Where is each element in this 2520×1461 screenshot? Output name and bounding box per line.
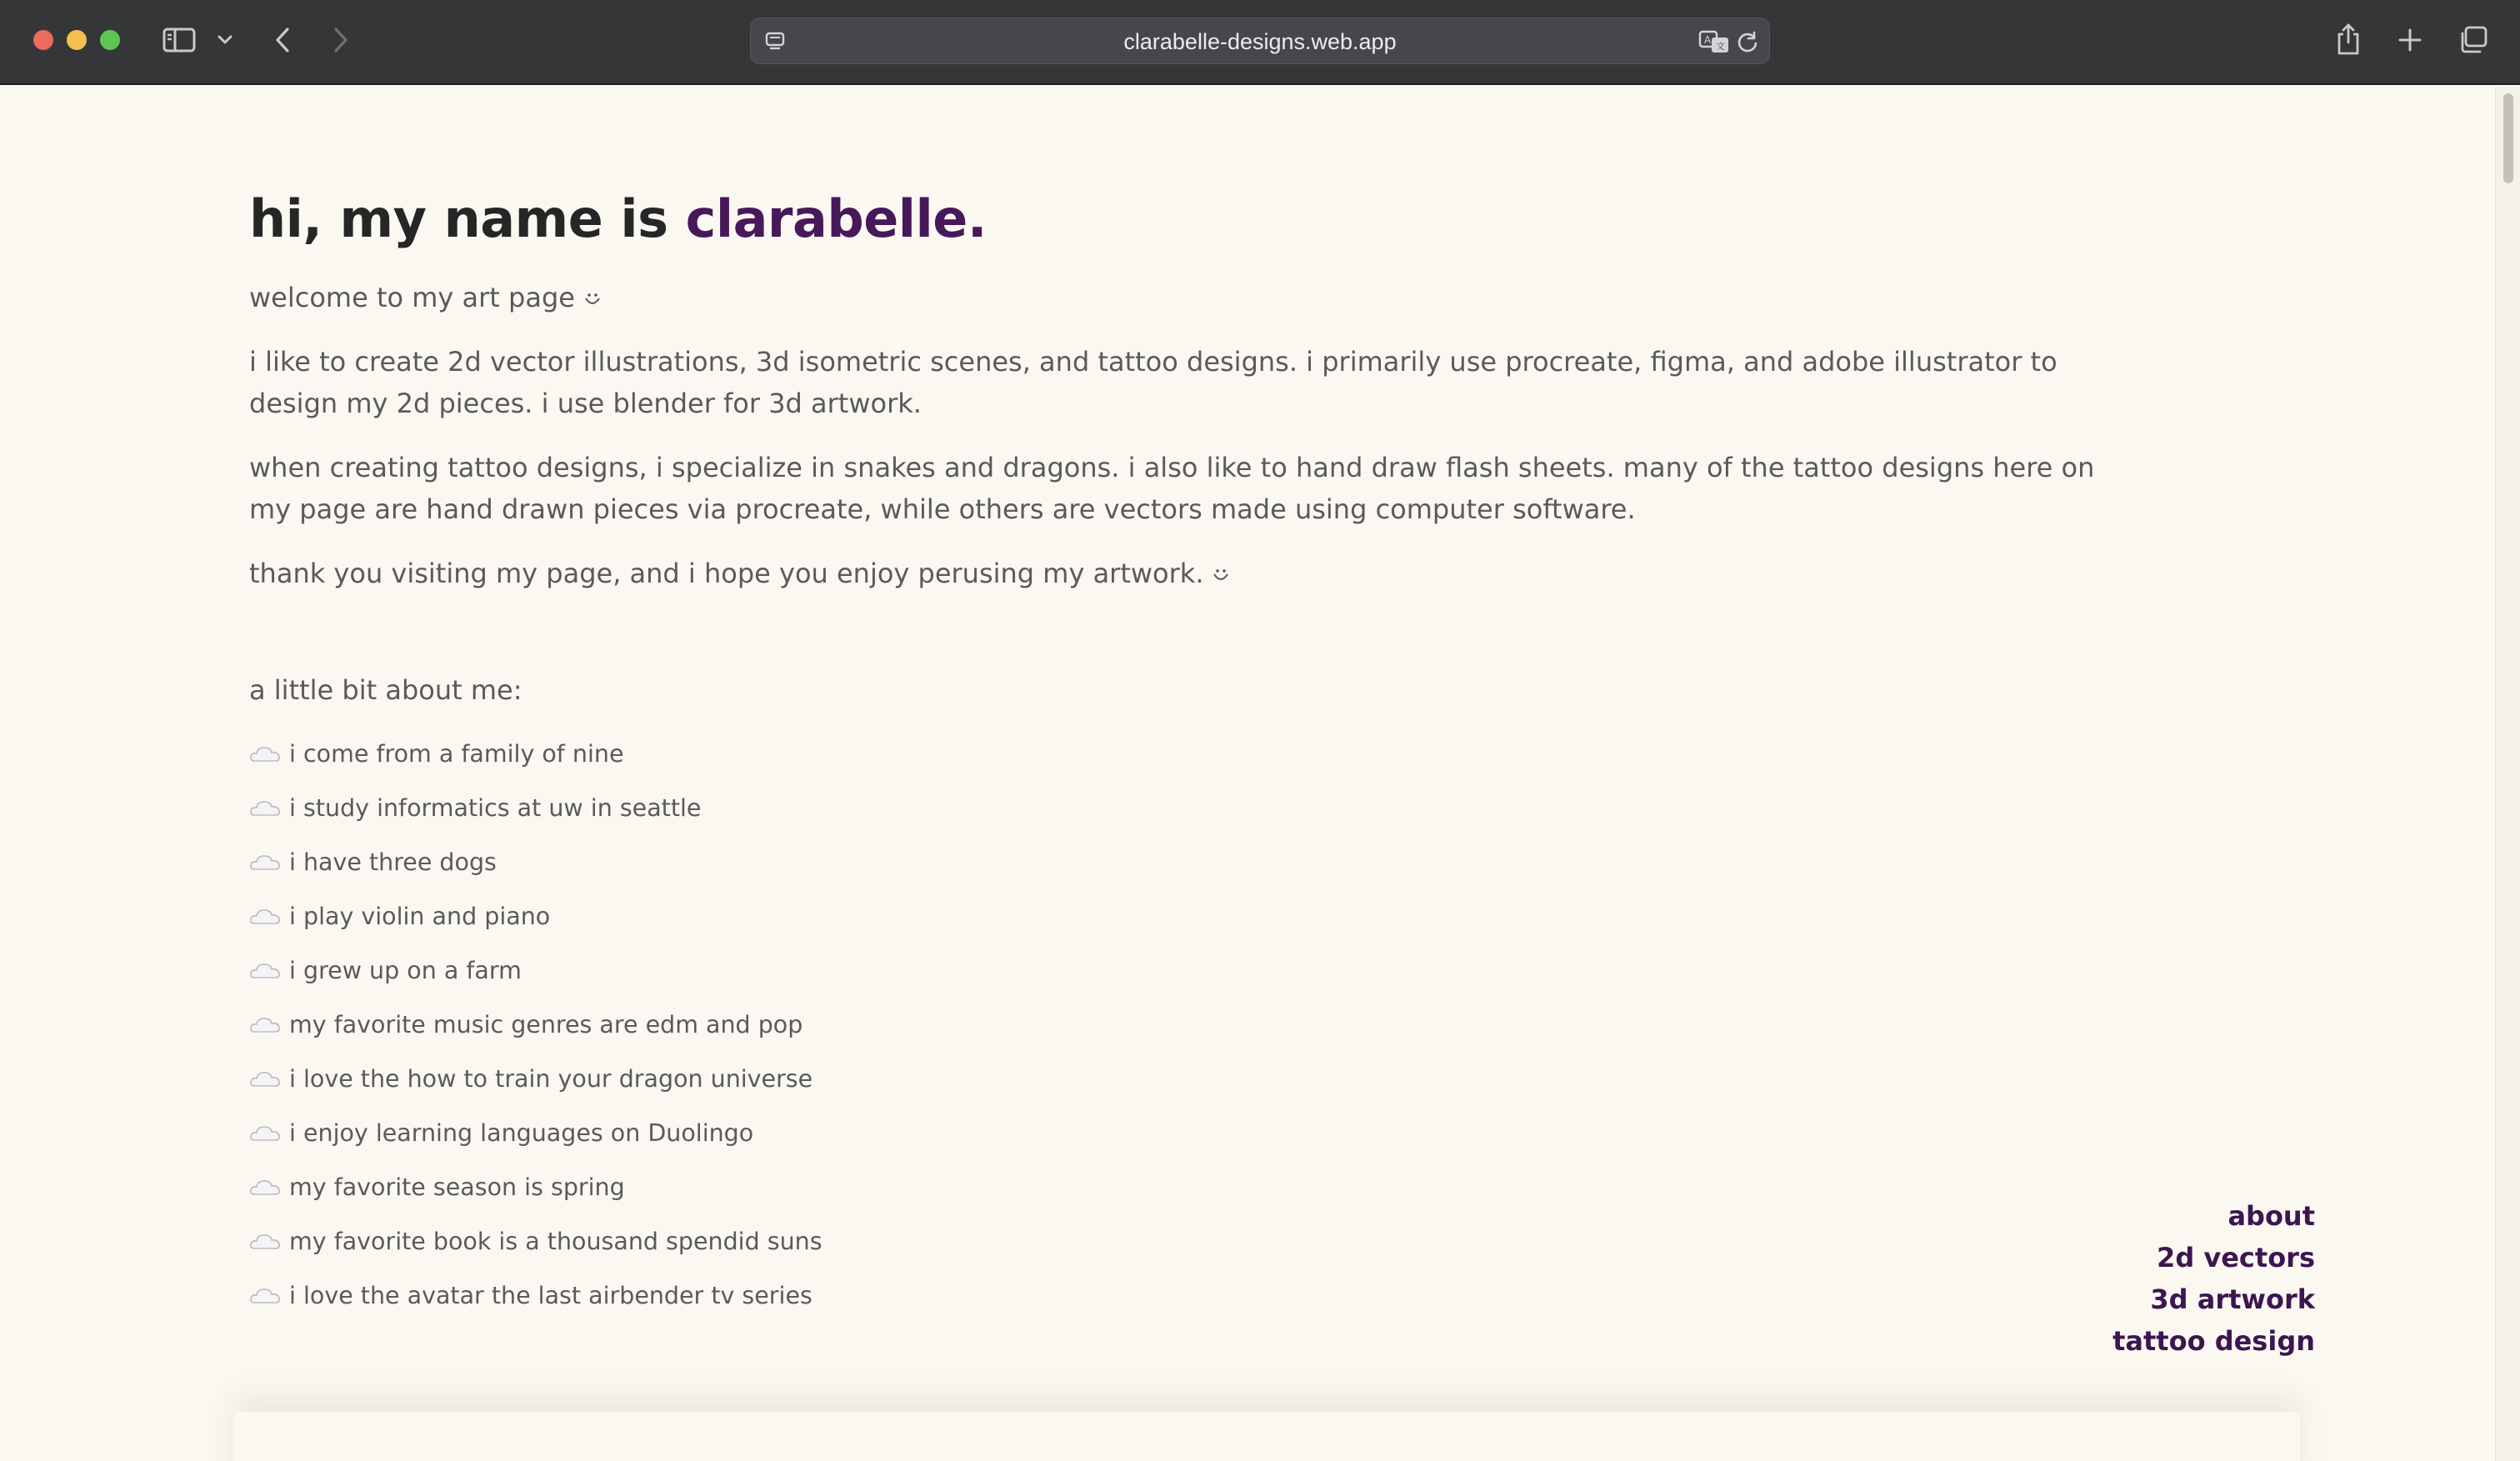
list-item (249, 1160, 822, 1214)
about-heading: a little bit about me: (249, 674, 522, 706)
nav-link-3d-artwork[interactable]: 3d artwork (2150, 1283, 2315, 1315)
fact-text: i study informatics at uw in seattle (289, 794, 702, 822)
fact-text: i enjoy learning languages on Duolingo (289, 1119, 754, 1147)
about-facts-list (249, 727, 822, 1323)
window-minimize-button[interactable] (67, 30, 87, 50)
cloud-icon (249, 1231, 281, 1253)
window-close-button[interactable] (33, 30, 53, 50)
url-text[interactable]: clarabelle-designs.web.app (1123, 29, 1397, 54)
list-item (249, 1052, 822, 1106)
chevron-down-icon[interactable] (215, 30, 235, 50)
translate-icon[interactable] (1698, 28, 1731, 55)
cloud-icon (249, 1068, 281, 1090)
fact-text: i come from a family of nine (289, 740, 624, 768)
intro-paragraph-1: i like to create 2d vector illustrations, 3d isometric scenes, and tattoo designs. i primarily use procreate, figma, and adobe illustrator to design my 2d pieces. i use blender for 3d artwork. (249, 346, 2058, 419)
tab-overview-icon[interactable] (2457, 23, 2490, 57)
gallery-card-edge (233, 1412, 2300, 1461)
list-item (249, 998, 822, 1052)
cloud-icon (249, 1285, 281, 1307)
share-icon[interactable] (2333, 20, 2363, 58)
page-scrollbar[interactable] (2495, 87, 2520, 1461)
sidebar-icon[interactable] (162, 25, 197, 55)
thanks-line (249, 553, 2132, 594)
fact-text: my favorite music genres are edm and pop (289, 1011, 803, 1038)
fact-text: i grew up on a farm (289, 957, 522, 984)
welcome-line (249, 277, 2132, 318)
svg-text:文: 文 (1716, 41, 1725, 52)
nav-link-2d-vectors[interactable]: 2d vectors (2157, 1242, 2315, 1273)
list-item (249, 943, 822, 998)
side-nav (2112, 1195, 2315, 1362)
smiley-icon (1212, 566, 1230, 584)
window-maximize-button[interactable] (100, 30, 120, 50)
cloud-icon (249, 798, 281, 819)
reload-icon[interactable] (1734, 28, 1761, 55)
smiley-icon (583, 290, 602, 308)
cloud-icon (249, 1123, 281, 1144)
greeting-text: hi, my name is (249, 188, 686, 249)
list-item (249, 781, 822, 835)
list-item (249, 1106, 822, 1160)
address-bar[interactable] (750, 18, 1770, 64)
list-item (249, 727, 822, 781)
cloud-icon (249, 906, 281, 928)
nav-link-tattoo-design[interactable]: tattoo design (2112, 1325, 2315, 1357)
forward-icon[interactable] (328, 23, 353, 57)
cloud-icon (249, 960, 281, 982)
cloud-icon (249, 743, 281, 765)
artist-name: clarabelle. (685, 188, 987, 249)
list-item (249, 1268, 822, 1323)
cloud-icon (249, 1177, 281, 1198)
svg-text:A: A (1704, 34, 1712, 46)
fact-text: i have three dogs (289, 848, 497, 876)
welcome-text: welcome to my art page (249, 282, 575, 313)
new-tab-icon[interactable] (2395, 25, 2425, 55)
list-item (249, 835, 822, 889)
intro-paragraph-2: when creating tattoo designs, i specialize in snakes and dragons. i also like to hand draw flash sheets. many of the tattoo designs here on my page are hand drawn pieces via procreate, while others are vectors made using computer software. (249, 452, 2095, 525)
fact-text: my favorite book is a thousand spendid suns (289, 1228, 822, 1255)
list-item (249, 889, 822, 943)
scrollbar-thumb[interactable] (2503, 93, 2513, 183)
back-icon[interactable] (270, 23, 295, 57)
cloud-icon (249, 1014, 281, 1036)
fact-text: i love the how to train your dragon universe (289, 1065, 813, 1093)
web-page (0, 87, 2495, 1461)
browser-toolbar (0, 0, 2520, 85)
fact-text: i love the avatar the last airbender tv series (289, 1282, 812, 1309)
fact-text: my favorite season is spring (289, 1173, 625, 1201)
cloud-icon (249, 852, 281, 873)
thanks-text: thank you visiting my page, and i hope you enjoy perusing my artwork. (249, 558, 1204, 589)
page-title (249, 188, 987, 249)
list-item (249, 1214, 822, 1268)
fact-text: i play violin and piano (289, 903, 551, 930)
nav-link-about[interactable]: about (2228, 1200, 2315, 1232)
